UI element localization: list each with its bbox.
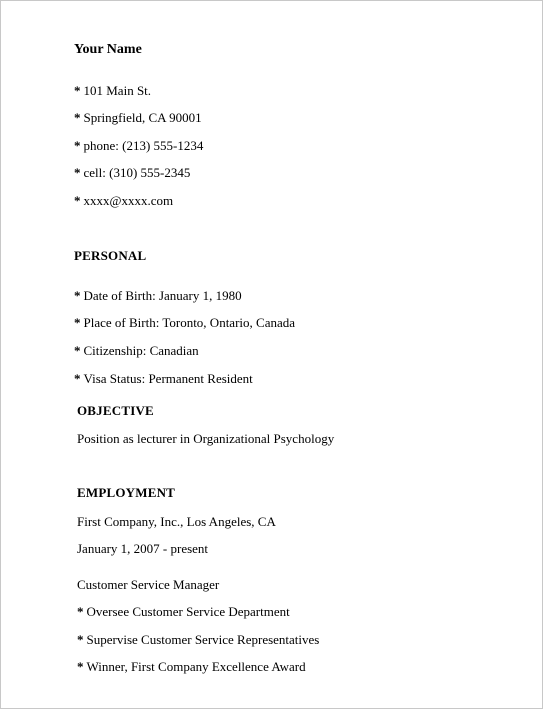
- personal-item: [74, 371, 253, 387]
- bullet-mark: *: [74, 371, 81, 386]
- citizenship: Citizenship: Canadian: [83, 343, 199, 358]
- bullet-mark: *: [77, 659, 84, 674]
- cell-line: [74, 165, 190, 181]
- bullet-mark: *: [74, 288, 81, 303]
- phone-number: phone: (213) 555-1234: [83, 138, 204, 153]
- bullet-mark: *: [77, 632, 84, 647]
- duty-text: Supervise Customer Service Representatives: [86, 632, 320, 647]
- bullet-mark: *: [74, 83, 81, 98]
- personal-item: [74, 343, 199, 359]
- place-of-birth: Place of Birth: Toronto, Ontario, Canada: [83, 315, 295, 330]
- bullet-mark: *: [74, 110, 81, 125]
- personal-item: [74, 315, 295, 331]
- phone-line: [74, 138, 203, 154]
- bullet-mark: *: [74, 315, 81, 330]
- duty-text: Oversee Customer Service Department: [86, 604, 290, 619]
- cell-number: cell: (310) 555-2345: [83, 165, 191, 180]
- bullet-mark: *: [74, 343, 81, 358]
- personal-item: [74, 288, 242, 304]
- address-city: Springfield, CA 90001: [83, 110, 202, 125]
- bullet-mark: *: [74, 193, 81, 208]
- visa-status: Visa Status: Permanent Resident: [83, 371, 253, 386]
- email-line: [74, 193, 173, 209]
- personal-heading: PERSONAL: [74, 248, 147, 263]
- address-line: [74, 83, 151, 99]
- employer-name: First Company, Inc., Los Angeles, CA: [77, 514, 276, 529]
- email-address: xxxx@xxxx.com: [83, 193, 174, 208]
- employment-heading: EMPLOYMENT: [77, 485, 176, 500]
- resume-name: Your Name: [74, 42, 142, 57]
- address-street: 101 Main St.: [83, 83, 152, 98]
- duty-text: Winner, First Company Excellence Award: [86, 659, 306, 674]
- duty-item: [77, 632, 319, 648]
- objective-heading: OBJECTIVE: [77, 403, 154, 418]
- bullet-mark: *: [74, 165, 81, 180]
- date-of-birth: Date of Birth: January 1, 1980: [83, 288, 242, 303]
- city-line: [74, 110, 202, 126]
- bullet-mark: *: [77, 604, 84, 619]
- bullet-mark: *: [74, 138, 81, 153]
- duty-item: [77, 604, 290, 620]
- objective-text: Position as lecturer in Organizational Psychology: [77, 431, 335, 446]
- job-title: Customer Service Manager: [77, 577, 220, 592]
- duty-item: [77, 659, 306, 675]
- employment-dates: January 1, 2007 - present: [77, 541, 209, 556]
